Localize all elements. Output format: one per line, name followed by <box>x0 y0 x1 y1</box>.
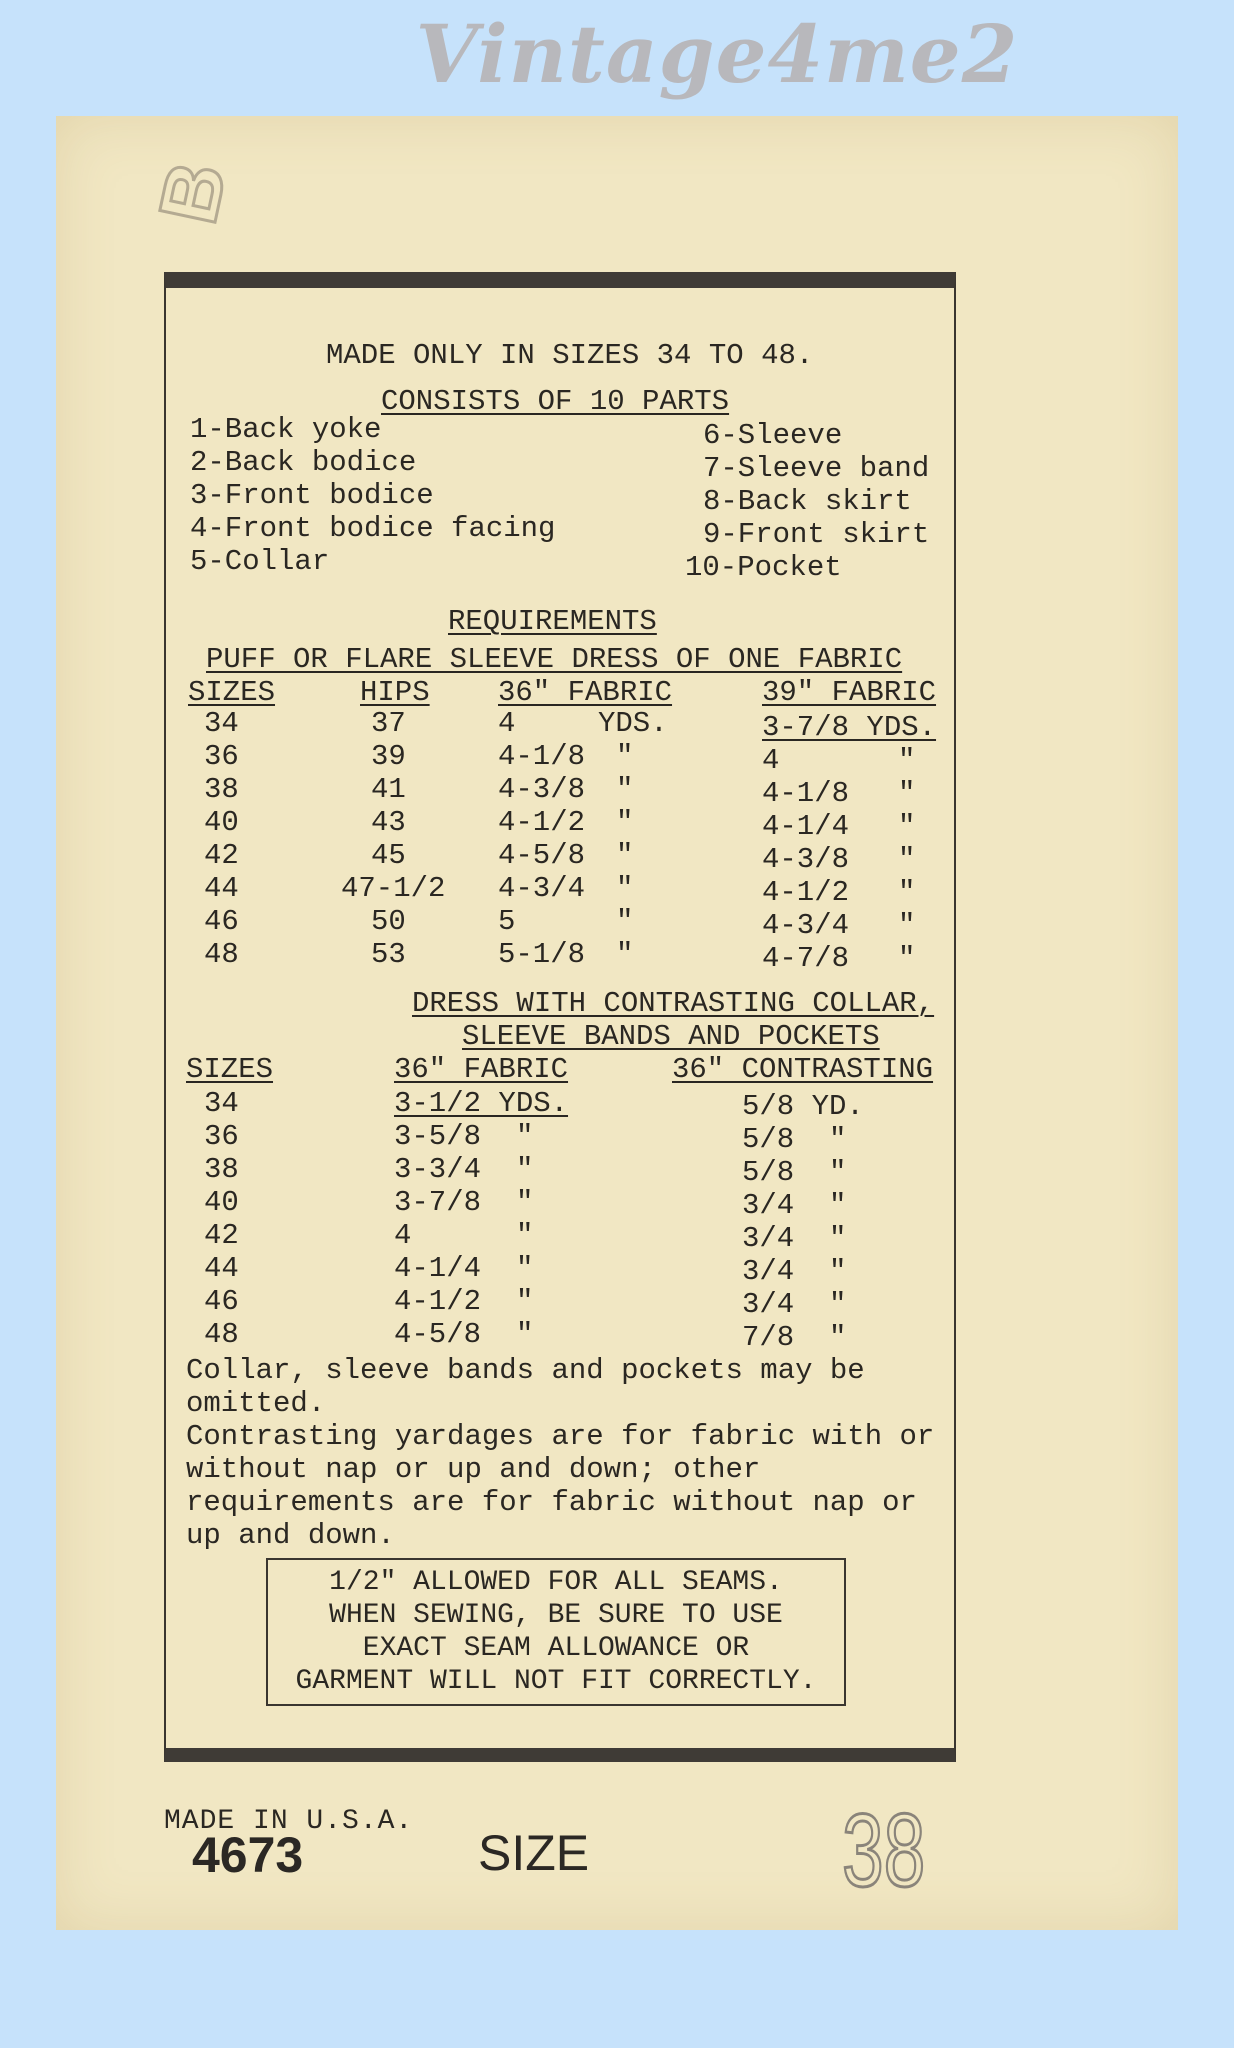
pattern-envelope <box>56 116 1178 1930</box>
cell-36-unit: " <box>616 839 634 872</box>
cell-36-unit: " <box>616 806 634 839</box>
size-label: SIZE <box>478 1825 590 1881</box>
cell-36: 4-1/8 <box>498 740 586 773</box>
cell-hips: 39 <box>371 740 406 773</box>
part-item: 9-Front skirt <box>703 518 930 551</box>
cell-36-unit: " <box>616 773 634 806</box>
cell-size: 42 <box>204 1219 239 1252</box>
cell-size: 48 <box>204 1318 239 1351</box>
part-item: 1-Back yoke <box>190 413 382 446</box>
table1-title: PUFF OR FLARE SLEEVE DRESS OF ONE FABRIC <box>206 643 903 676</box>
cell-size: 48 <box>204 938 239 971</box>
cell-39: 4-3/4 <box>762 909 850 942</box>
cell-39-unit: " <box>898 876 916 909</box>
watermark-text: Vintage4me2 <box>415 7 1019 101</box>
cell-size: 46 <box>204 1285 239 1318</box>
cell-contrasting: 3/4 " <box>742 1255 847 1288</box>
cell-hips: 50 <box>371 905 406 938</box>
table1-header-sizes: SIZES <box>188 676 276 709</box>
cell-39: 4 <box>762 744 780 777</box>
cell-size: 38 <box>204 773 239 806</box>
cell-36-unit: " <box>516 1219 534 1252</box>
cell-39-unit: " <box>898 843 916 876</box>
cell-36: 5 <box>498 905 516 938</box>
cell-contrasting: 3/4 " <box>742 1288 847 1321</box>
cell-36-unit: " <box>616 938 634 971</box>
cell-hips: 37 <box>371 707 406 740</box>
cell-size: 42 <box>204 839 239 872</box>
cell-size: 36 <box>204 740 239 773</box>
table2-header-contrasting: 36" CONTRASTING <box>672 1053 934 1086</box>
cell-39-unit: " <box>898 909 916 942</box>
cell-size: 46 <box>204 905 239 938</box>
cell-39: 3-7/8 YDS. <box>762 711 937 744</box>
cell-36-unit: YDS. <box>598 707 668 740</box>
cell-36-unit: " <box>516 1186 534 1219</box>
cell-contrasting: 3/4 " <box>742 1189 847 1222</box>
cell-36: 4-1/2 <box>498 806 586 839</box>
cell-39: 4-1/4 <box>762 810 850 843</box>
part-item: 6-Sleeve <box>703 419 843 452</box>
cell-hips: 41 <box>371 773 406 806</box>
cell-36-unit: " <box>516 1252 534 1285</box>
cell-contrasting: 7/8 " <box>742 1321 847 1354</box>
part-item: 10-Pocket <box>685 551 842 584</box>
cell-hips: 47-1/2 <box>341 872 446 905</box>
cell-size: 40 <box>204 806 239 839</box>
cell-contrasting: 5/8 YD. <box>742 1090 864 1123</box>
cell-36-unit: " <box>516 1285 534 1318</box>
cell-36-unit: " <box>616 872 634 905</box>
cell-hips: 43 <box>371 806 406 839</box>
pattern-number: 4673 <box>192 1827 304 1883</box>
part-item: 2-Back bodice <box>190 446 417 479</box>
made-in-usa: MADE IN U.S.A. <box>164 1806 414 1837</box>
cell-contrasting: 5/8 " <box>742 1156 847 1189</box>
stamp-letter: B <box>142 154 244 232</box>
table1-header-39-fabric: 39" FABRIC <box>762 676 937 709</box>
cell-36: 3-5/8 <box>394 1120 482 1153</box>
size-stamp: 38 <box>842 1793 926 1909</box>
nap-note: Contrasting yardages are for fabric with or without nap or up and down; other requirements are for fabric without nap or up and down. <box>186 1420 935 1552</box>
cell-size: 38 <box>204 1153 239 1186</box>
cell-36: 4 <box>498 707 516 740</box>
seam-line: GARMENT WILL NOT FIT CORRECTLY. <box>295 1666 817 1697</box>
cell-36: 3-7/8 <box>394 1186 482 1219</box>
cell-36: 4 <box>394 1219 412 1252</box>
table1-header-hips: HIPS <box>360 676 430 709</box>
parts-title: CONSISTS OF 10 PARTS <box>381 385 730 418</box>
cell-39-unit: " <box>898 744 916 777</box>
part-item: 4-Front bodice facing <box>190 512 556 545</box>
table2-header-36-fabric: 36" FABRIC <box>394 1053 569 1086</box>
cell-36: 3-1/2 YDS. <box>394 1087 569 1120</box>
table2-title-line2: SLEEVE BANDS AND POCKETS <box>462 1020 880 1053</box>
part-item: 8-Back skirt <box>703 485 912 518</box>
requirements-title: REQUIREMENTS <box>448 605 657 638</box>
cell-36: 4-1/2 <box>394 1285 482 1318</box>
part-item: 5-Collar <box>190 545 330 578</box>
cell-36: 4-3/4 <box>498 872 586 905</box>
cell-36: 4-3/8 <box>498 773 586 806</box>
cell-36: 4-5/8 <box>498 839 586 872</box>
cell-contrasting: 3/4 " <box>742 1222 847 1255</box>
seam-allowance-notice <box>266 1558 846 1706</box>
cell-36-unit: " <box>516 1120 534 1153</box>
cell-size: 44 <box>204 872 239 905</box>
cell-39-unit: " <box>898 777 916 810</box>
cell-39: 4-1/2 <box>762 876 850 909</box>
part-item: 7-Sleeve band <box>703 452 930 485</box>
cell-36-unit: " <box>616 905 634 938</box>
seam-line: EXACT SEAM ALLOWANCE OR <box>362 1633 750 1664</box>
cell-39-unit: " <box>898 810 916 843</box>
cell-39: 4-3/8 <box>762 843 850 876</box>
sizes-heading: MADE ONLY IN SIZES 34 TO 48. <box>326 339 814 372</box>
cell-36: 3-3/4 <box>394 1153 482 1186</box>
cell-36: 4-5/8 <box>394 1318 482 1351</box>
cell-contrasting: 5/8 " <box>742 1123 847 1156</box>
cell-size: 34 <box>204 1087 239 1120</box>
cell-size: 34 <box>204 707 239 740</box>
cell-hips: 45 <box>371 839 406 872</box>
table2-title-line1: DRESS WITH CONTRASTING COLLAR, <box>412 987 935 1020</box>
cell-39: 4-7/8 <box>762 942 850 975</box>
cell-36-unit: " <box>516 1318 534 1351</box>
table1-header-36-fabric: 36" FABRIC <box>498 676 673 709</box>
cell-39: 4-1/8 <box>762 777 850 810</box>
cell-hips: 53 <box>371 938 406 971</box>
cell-size: 44 <box>204 1252 239 1285</box>
part-item: 3-Front bodice <box>190 479 434 512</box>
cell-36-unit: " <box>616 740 634 773</box>
cell-36: 4-1/4 <box>394 1252 482 1285</box>
seam-line: 1/2" ALLOWED FOR ALL SEAMS. <box>329 1567 783 1598</box>
cell-size: 40 <box>204 1186 239 1219</box>
table2-header-sizes: SIZES <box>186 1053 274 1086</box>
cell-39-unit: " <box>898 942 916 975</box>
omit-note: Collar, sleeve bands and pockets may be omitted. <box>186 1354 865 1420</box>
seam-line: WHEN SEWING, BE SURE TO USE <box>329 1600 783 1631</box>
cell-36-unit: " <box>516 1153 534 1186</box>
cell-size: 36 <box>204 1120 239 1153</box>
cell-36: 5-1/8 <box>498 938 586 971</box>
